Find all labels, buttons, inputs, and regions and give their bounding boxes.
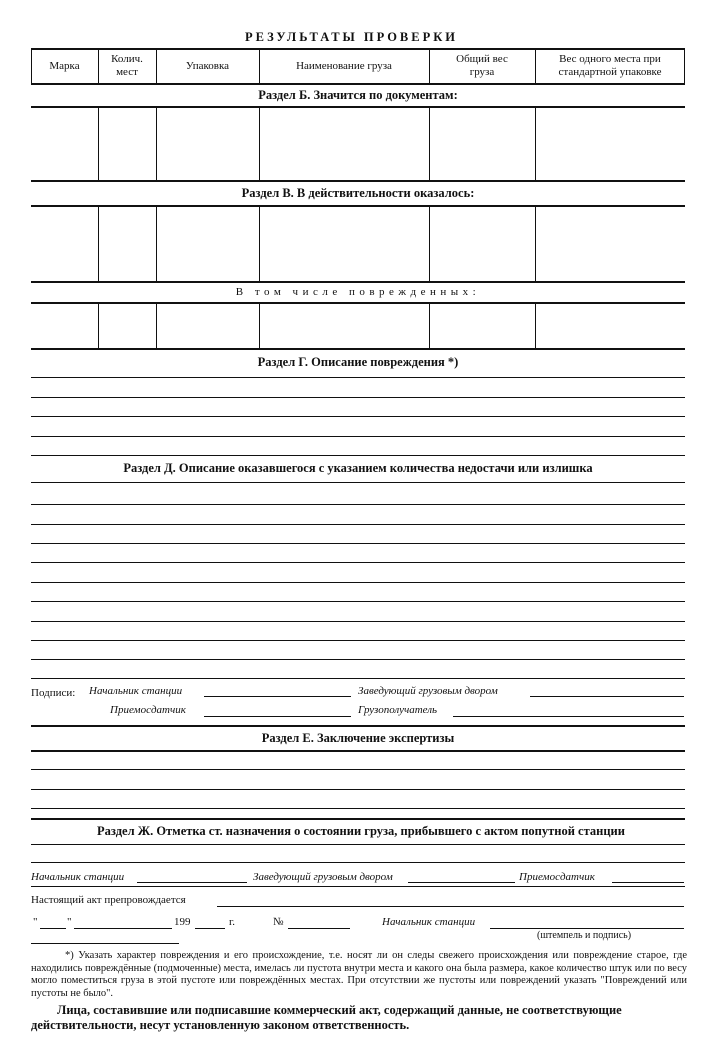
writing-line — [31, 504, 685, 505]
col-divider — [98, 106, 99, 181]
col-divider — [98, 48, 99, 84]
zh-sender-line[interactable] — [612, 882, 684, 883]
section-d-heading: Раздел Д. Описание оказавшегося с указанием количества недостачи или излишка — [123, 461, 593, 475]
liability-warning: Лица, составившие или подписавшие коммерческий акт, содержащий данные, не соответствующие действительности, несут установленную законом ответственность. — [31, 1003, 622, 1032]
zh-station-head-label: Начальник станции — [31, 871, 125, 883]
writing-line — [31, 844, 685, 845]
writing-line — [31, 678, 685, 679]
writing-line — [31, 482, 685, 483]
col-divider — [259, 106, 260, 181]
page-title: РЕЗУЛЬТАТЫ ПРОВЕРКИ — [244, 30, 459, 44]
col-divider — [98, 302, 99, 349]
sig-receiver-label: Грузополучатель — [358, 704, 438, 716]
section-v-top-border — [31, 205, 685, 207]
col-divider — [684, 48, 685, 84]
col-divider — [259, 302, 260, 349]
col-divider — [156, 106, 157, 181]
table-top-border — [31, 48, 685, 50]
section-zh-top-border — [31, 818, 685, 820]
col-divider — [429, 106, 430, 181]
number-line[interactable] — [288, 928, 350, 929]
sig-receiver-line[interactable] — [453, 716, 684, 717]
writing-line — [31, 789, 685, 790]
col-header-pack: Упаковка — [185, 60, 230, 72]
col-header-qty-line2: мест — [116, 66, 138, 78]
col-divider — [156, 48, 157, 84]
zh-yard-head-label: Заведующий грузовым двором — [253, 871, 393, 883]
sig-yard-head-line[interactable] — [530, 696, 684, 697]
writing-line — [31, 601, 685, 602]
zh-station-head2-line[interactable] — [490, 928, 684, 929]
col-divider — [156, 205, 157, 282]
sig-yard-head-label: Заведующий грузовым двором — [358, 685, 498, 697]
zh-station-head-line[interactable] — [137, 882, 247, 883]
writing-line — [31, 543, 685, 544]
section-b-bottom-border — [31, 180, 685, 182]
damaged-heading: В том числе поврежденных: — [235, 286, 481, 298]
col-divider — [535, 106, 536, 181]
date-year-prefix: 199 — [174, 916, 191, 928]
zh-yard-head-line[interactable] — [408, 882, 515, 883]
col-divider — [535, 302, 536, 349]
table-header-bottom-border — [31, 83, 685, 85]
sig-sender-line[interactable] — [204, 716, 351, 717]
section-v-bottom-border — [31, 281, 685, 283]
date-day-line[interactable] — [40, 928, 66, 929]
writing-line — [31, 769, 685, 770]
writing-line — [31, 436, 685, 437]
stamp-caption: (штемпель и подпись) — [537, 930, 632, 941]
damaged-bottom-border — [31, 348, 685, 350]
section-e-heading: Раздел Е. Заключение экспертизы — [261, 731, 455, 745]
section-v-heading: Раздел В. В действительности оказалось: — [241, 186, 475, 200]
date-quote-open: " — [33, 916, 38, 928]
sig-sender-label: Приемосдатчик — [110, 704, 186, 716]
sig-station-head-label: Начальник станции — [89, 685, 183, 697]
writing-line — [31, 621, 685, 622]
writing-line — [31, 524, 685, 525]
date-quote-close: " — [67, 916, 72, 928]
sig-station-head-line[interactable] — [204, 696, 351, 697]
col-header-mark: Марка — [49, 60, 80, 72]
col-header-unit-weight-line1: Вес одного места при — [559, 53, 661, 65]
signatures-label: Подписи: — [31, 687, 76, 699]
date-year-line[interactable] — [195, 928, 225, 929]
col-header-qty-line1: Колич. — [111, 53, 143, 65]
col-divider — [535, 48, 536, 84]
col-header-unit-weight-line2: стандартной упаковке — [558, 66, 662, 78]
zh-forwarded-line[interactable] — [217, 906, 684, 907]
writing-line — [31, 377, 685, 378]
section-b-top-border — [31, 106, 685, 108]
section-b-heading: Раздел Б. Значится по документам: — [258, 88, 458, 102]
writing-line — [31, 582, 685, 583]
col-divider — [259, 48, 260, 84]
section-e-top-border — [31, 725, 685, 727]
writing-line — [31, 455, 685, 456]
date-year-suffix: г. — [229, 916, 236, 928]
zh-sender-label: Приемосдатчик — [519, 871, 595, 883]
writing-line — [31, 397, 685, 398]
number-sign: № — [273, 916, 284, 928]
writing-line — [31, 640, 685, 641]
writing-line — [31, 862, 685, 863]
col-header-cargo: Наименование груза — [296, 60, 392, 72]
col-divider — [535, 205, 536, 282]
writing-line — [31, 416, 685, 417]
date-month-line[interactable] — [74, 928, 172, 929]
col-divider — [259, 205, 260, 282]
section-g-heading: Раздел Г. Описание повреждения *) — [257, 355, 459, 369]
section-zh-heading: Раздел Ж. Отметка ст. назначения о состоянии груза, прибывшего с актом попутной станции — [97, 824, 625, 838]
col-divider — [98, 205, 99, 282]
col-divider — [429, 302, 430, 349]
footnote-separator — [31, 943, 179, 944]
writing-line — [31, 808, 685, 809]
col-divider — [31, 48, 32, 84]
col-divider — [156, 302, 157, 349]
section-e-heading-border — [31, 750, 685, 752]
writing-line — [31, 886, 685, 887]
col-divider — [429, 48, 430, 84]
damaged-top-border — [31, 302, 685, 304]
col-divider — [429, 205, 430, 282]
col-header-weight-line2: груза — [469, 66, 495, 78]
zh-station-head2-label: Начальник станции — [382, 916, 476, 928]
writing-line — [31, 562, 685, 563]
col-header-weight-line1: Общий вес — [456, 53, 508, 65]
footnote-text: *) Указать характер повреждения и его происхождение, т.е. носят ли он следы свежего происхождения или повреждение старое, где находились повреждённые (подмоченные) места, имелась ли пустота внутри места и какого она была размера, какое количество штук или по весу могло поместиться груза в этой пустоте или повреждённых местах. При отсутствии же пустоты или повреждений указать "Повреждений или пустоты не было". — [31, 950, 687, 999]
writing-line — [31, 659, 685, 660]
zh-forwarded-label: Настоящий акт препровождается — [31, 894, 186, 906]
